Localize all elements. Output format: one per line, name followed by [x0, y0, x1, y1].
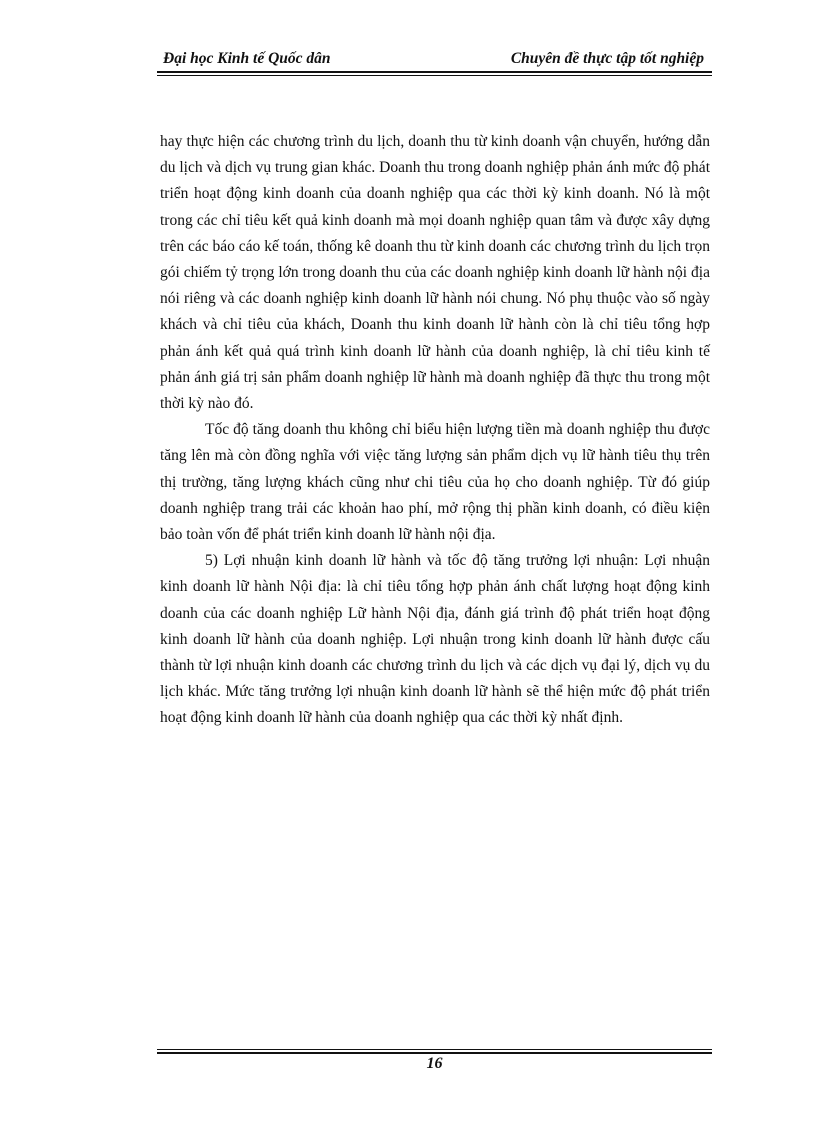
header-university: Đại học Kinh tế Quốc dân	[163, 50, 331, 67]
paragraph-1: hay thực hiện các chương trình du lịch, doanh thu từ kinh doanh vận chuyển, hướng dẫn du lịch và dịch vụ trung gian khác. Doanh thu trong doanh nghiệp phản ánh mức độ phát triển hoạt động kinh doanh của doanh nghiệp qua các thời kỳ kinh doanh. Nó là một trong các chỉ tiêu kết quả kinh doanh mà mọi doanh nghiệp quan tâm và được xây dựng trên các báo cáo kế toán, thống kê doanh thu từ kinh doanh các chương trình du lịch trọn gói chiếm tỷ trọng lớn trong doanh thu của các doanh nghiệp kinh doanh lữ hành nội địa nói riêng và các doanh nghiệp kinh doanh lữ hành nói chung. Nó phụ thuộc vào số ngày khách và chỉ tiêu của khách, Doanh thu kinh doanh lữ hành còn là chỉ tiêu tổng hợp phản ánh kết quả quá trình kinh doanh lữ hành của doanh nghiệp, là chỉ tiêu kinh tế phản ánh giá trị sản phẩm doanh nghiệp lữ hành mà doanh nghiệp đã thực thu trong một thời kỳ nào đó.	[160, 133, 710, 413]
header-document-title: Chuyên đề thực tập tốt nghiệp	[510, 50, 704, 67]
header-rule-thick	[157, 71, 712, 73]
page-number: 16	[426, 1055, 443, 1072]
paragraph-3: 5) Lợi nhuận kinh doanh lữ hành và tốc độ tăng trưởng lợi nhuận: Lợi nhuận kinh doanh lữ hành Nội địa: là chỉ tiêu tổng hợp phản ánh chất lượng hoạt động kinh doanh của các doanh nghiệp Lữ hành Nội địa, đánh giá trình độ phát triển hoạt động kinh doanh lữ hành của doanh nghiệp. Lợi nhuận trong kinh doanh lữ hành được cấu thành từ lợi nhuận kinh doanh các chương trình du lịch và các dịch vụ đại lý, dịch vụ du lịch khác. Mức tăng trưởng lợi nhuận kinh doanh lữ hành sẽ thể hiện mức độ phát triển hoạt động kinh doanh lữ hành của doanh nghiệp qua các thời kỳ nhất định.	[160, 552, 710, 727]
paragraph-2: Tốc độ tăng doanh thu không chỉ biểu hiện lượng tiền mà doanh nghiệp thu được tăng lên mà còn đồng nghĩa với việc tăng lượng sản phẩm dịch vụ lữ hành tiêu thụ trên thị trường, tăng lượng khách cũng như chi tiêu của họ cho doanh nghiệp. Từ đó giúp doanh nghiệp trang trải các khoản hao phí, mở rộng thị phần kinh doanh, có điều kiện bảo toàn vốn để phát triển kinh doanh lữ hành nội địa.	[160, 421, 710, 544]
header-rule-thin	[157, 75, 712, 76]
footer-rule-thick	[157, 1052, 712, 1054]
footer-rule-thin	[157, 1049, 712, 1050]
page-header	[157, 48, 712, 70]
body-text	[160, 129, 710, 732]
